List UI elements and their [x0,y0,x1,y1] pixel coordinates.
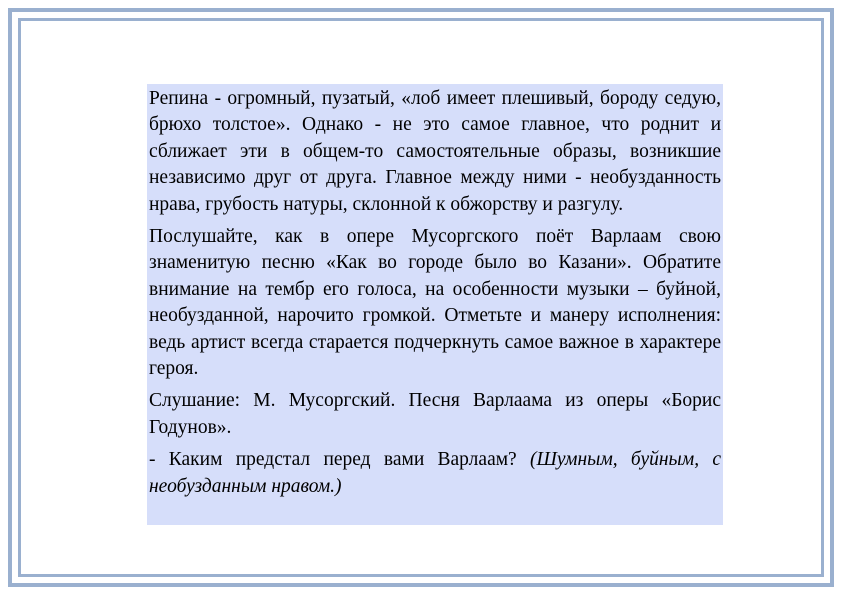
paragraph-repin-description: Репина - огромный, пузатый, «лоб имеет плешивый, бороду седую, брюхо толстое». Однако - не это самое главное, что роднит и сближает эти в общем-то самостоятельные образы, возникшие независимо друг от друга. Главное между ними - необузданность нрава, грубость натуры, склонной к обжорству и разгулу. [149,88,721,215]
question-text: - Каким предстал перед вами Варлаам? [149,449,517,471]
paragraph-listening-task: Слушание: М. Мусоргский. Песня Варлаама из оперы «Борис Годунов». [149,390,721,438]
paragraph-listen-instruction: Послушайте, как в опере Мусоргского поёт Варлаам свою знаменитую песню «Как во городе было во Казани». Обратите внимание на тембр его голоса, на особенности музыки – буйной, необузданной, нарочито громкой. Отметьте и манеру исполнения: ведь артист всегда старается подчеркнуть самое важное в характере героя. [149,226,721,380]
answer-text: (Шумным, буйным, с необузданным нравом.) [149,449,721,497]
text-block [147,84,723,525]
paragraph-question [149,447,721,500]
